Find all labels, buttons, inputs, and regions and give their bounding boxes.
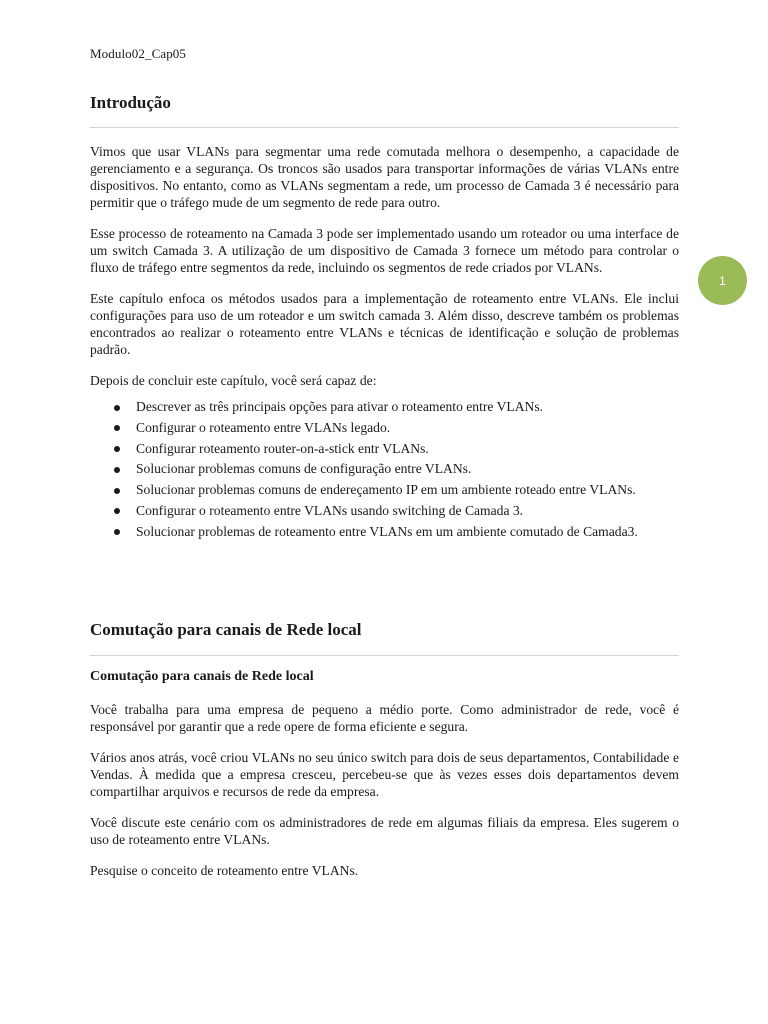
list-item [114, 501, 679, 522]
bullet-icon [114, 467, 120, 473]
comutacao-paragraph: Vários anos atrás, você criou VLANs no seu único switch para dois de seus departamentos, Contabilidade e Vendas. À medida que a empresa cresceu, percebeu-se que às vezes esses dois departamentos devem compartilhar arquivos e recursos de rede da empresa. [90, 750, 679, 799]
document-header-label: Modulo02_Cap05 [90, 46, 187, 61]
comutacao-paragraph: Pesquise o conceito de roteamento entre VLANs. [90, 863, 359, 878]
comutacao-paragraph: Você discute este cenário com os administradores de rede em algumas filiais da empresa. Eles sugerem o uso de roteamento entre VLANs. [90, 815, 679, 847]
bullet-icon [114, 508, 120, 514]
comutacao-body [90, 669, 679, 893]
list-item-text: Configurar o roteamento entre VLANs usando switching de Camada 3. [136, 502, 524, 518]
page-number-text: 1 [719, 273, 726, 288]
bullet-icon [114, 405, 120, 411]
comutacao-paragraph: Você trabalha para uma empresa de pequeno a médio porte. Como administrador de rede, você é responsável por garantir que a rede opere de forma eficiente e segura. [90, 702, 679, 734]
list-item-text: Solucionar problemas comuns de configuração entre VLANs. [136, 461, 472, 477]
section-title-comutacao: Comutação para canais de Rede local [90, 620, 362, 639]
page-number-badge [698, 256, 747, 305]
bullet-icon [114, 488, 120, 494]
objectives-list [90, 397, 679, 543]
list-item [114, 418, 679, 439]
list-item [114, 439, 679, 460]
list-item-text: Solucionar problemas de roteamento entre VLANs em um ambiente comutado de Camada3. [136, 523, 638, 539]
intro-paragraph: Esse processo de roteamento na Camada 3 pode ser implementado usando um roteador ou uma interface de um switch Camada 3. A utilização de um dispositivo de Camada 3 fornece um método para controlar o fluxo de tráfego entre segmentos da rede, incluindo os segmentos de rede criados por VLANs. [90, 226, 679, 275]
list-item-text: Descrever as três principais opções para ativar o roteamento entre VLANs. [136, 399, 544, 414]
section-subheading: Comutação para canais de Rede local [90, 669, 314, 684]
list-item [114, 522, 679, 543]
bullet-icon [114, 529, 120, 535]
list-item-text: Solucionar problemas comuns de endereçamento IP em um ambiente roteado entre VLANs. [136, 482, 636, 498]
section-title-introducao: Introdução [90, 93, 171, 112]
section-divider [90, 127, 679, 128]
bullet-icon [114, 425, 120, 431]
intro-paragraph: Este capítulo enfoca os métodos usados para a implementação de roteamento entre VLANs. Ele inclui configurações para uso de um roteador e um switch camada 3. Além disso, descreve também os problemas encontrados ao realizar o roteamento entre VLANs e técnicas de identificação e solução de problemas padrão. [90, 291, 679, 357]
list-item [114, 459, 679, 480]
list-item [114, 397, 679, 418]
bullet-icon [114, 446, 120, 452]
section-divider [90, 655, 679, 656]
list-item [114, 480, 679, 501]
intro-paragraph: Depois de concluir este capítulo, você será capaz de: [90, 373, 377, 388]
list-item-text: Configurar roteamento router-on-a-stick entr VLANs. [136, 440, 429, 456]
intro-paragraph: Vimos que usar VLANs para segmentar uma rede comutada melhora o desempenho, a capacidade de gerenciamento e a segurança. Os troncos são usados para transportar informações de várias VLANs entre dispositivos. No entanto, como as VLANs segmentam a rede, um processo de Camada 3 é necessário para permitir que o tráfego mude de um segmento de rede para outro. [90, 144, 679, 210]
intro-body [90, 143, 679, 543]
list-item-text: Configurar o roteamento entre VLANs legado. [136, 419, 391, 435]
